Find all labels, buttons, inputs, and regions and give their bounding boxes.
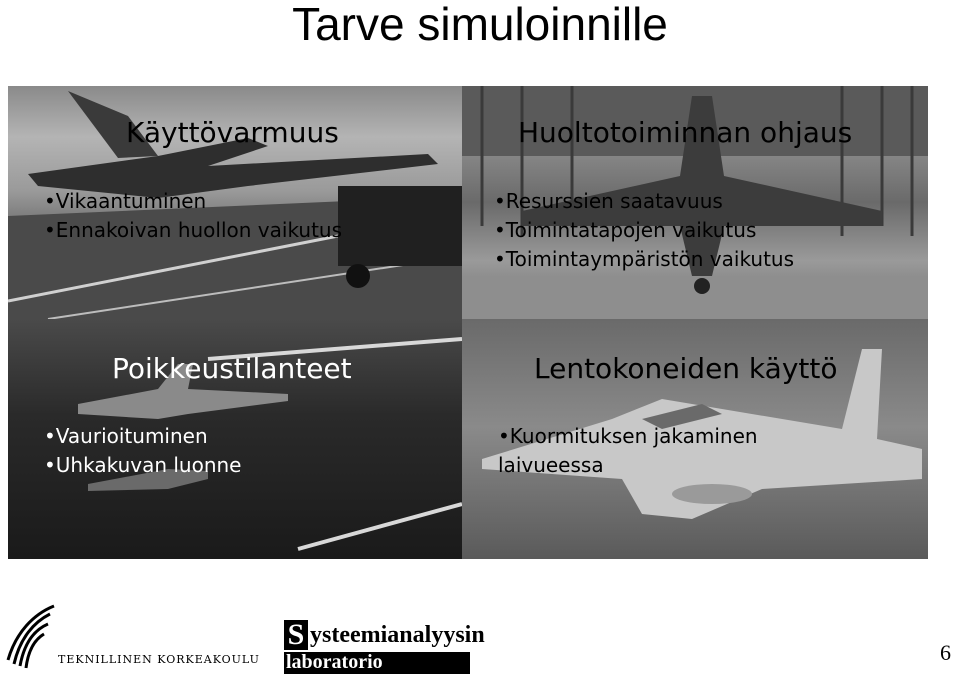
panel-heading: Lentokoneiden käyttö (534, 352, 838, 385)
lab-logo-name-bottom: laboratorio (286, 651, 383, 673)
panel-heading: Huoltotoiminnan ohjaus (518, 116, 853, 149)
panel-reliability (8, 86, 462, 319)
bullet-item: •Toimintaympäristön vaikutus (494, 247, 795, 271)
lab-logo-bar (284, 652, 470, 674)
panel-aircraft-usage (462, 319, 928, 559)
university-name: TEKNILLINEN KORKEAKOULU (58, 653, 260, 666)
tkk-logo-icon (4, 604, 56, 670)
bullet-item: •Kuormituksen jakaminen (498, 424, 758, 448)
bullet-item: •Vikaantuminen (44, 189, 207, 213)
panel-heading: Käyttövarmuus (126, 116, 339, 149)
panel-exceptions (8, 319, 462, 559)
bullet-item: •Toimintatapojen vaikutus (494, 218, 757, 242)
page-number: 6 (940, 640, 951, 665)
lab-logo-name-top: ysteemianalyysin (310, 622, 485, 648)
bullet-item: •Resurssien saatavuus (494, 189, 723, 213)
panel-maintenance-control (462, 86, 928, 319)
bullet-item: laivueessa (498, 453, 604, 477)
panel-heading: Poikkeustilanteet (112, 352, 352, 385)
lab-logo-initial: S (284, 620, 308, 650)
bullet-item: •Uhkakuvan luonne (44, 453, 242, 477)
slide-title: Tarve simuloinnille (292, 0, 668, 50)
bullet-item: •Ennakoivan huollon vaikutus (44, 218, 343, 242)
bullet-item: •Vaurioituminen (44, 424, 208, 448)
